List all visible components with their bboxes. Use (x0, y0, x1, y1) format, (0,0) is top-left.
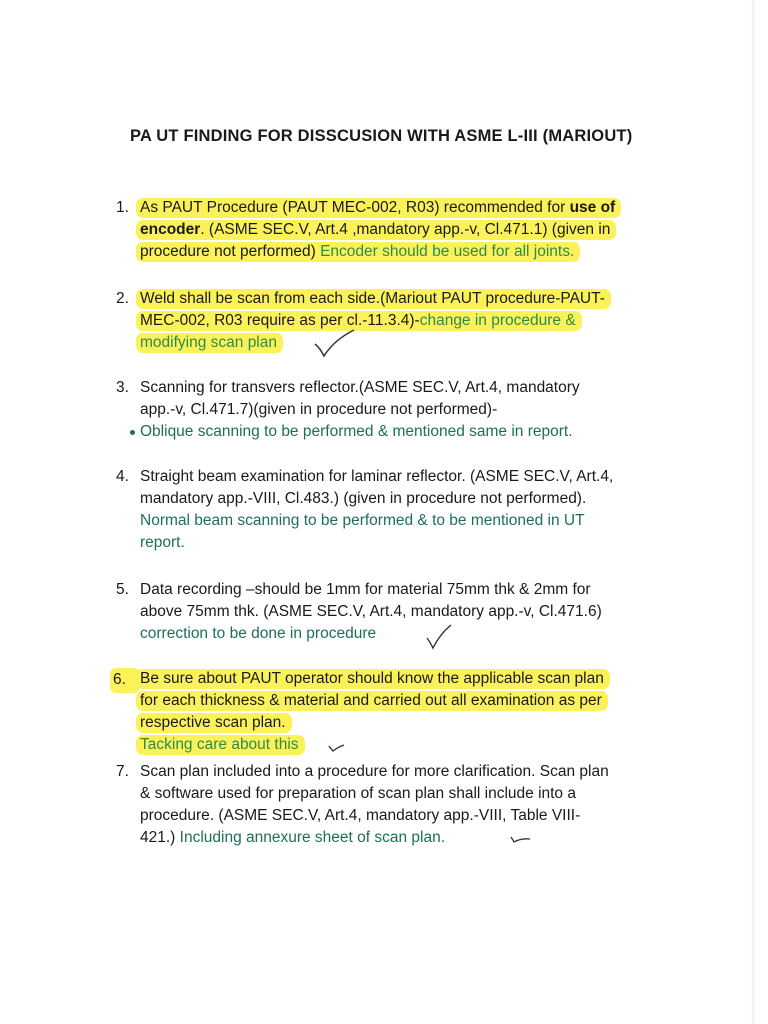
item-number: 2. (116, 290, 129, 307)
item-text: Weld shall be scan from each side.(Mariout PAUT procedure-PAUT- (136, 289, 611, 309)
handwritten-note: change in procedure & (419, 312, 576, 329)
handwritten-note: Normal beam scanning to be performed & to be mentioned in UT (140, 512, 585, 529)
item-text: above 75mm thk. (ASME SEC.V, Art.4, mandatory app.-v, Cl.471.6) (140, 603, 602, 620)
item-line (140, 197, 621, 220)
item-text: mandatory app.-VIII, Cl.483.) (given in procedure not performed). (140, 490, 587, 507)
item-number: 4. (116, 468, 129, 485)
handwritten-note: modifying scan plan (136, 333, 283, 353)
handwritten-note: Encoder should be used for all joints. (320, 243, 575, 260)
item-line (140, 310, 582, 333)
item-text: procedure not performed) (140, 243, 321, 260)
scan-edge-shadow (751, 0, 754, 1024)
handwritten-note: Tacking care about this (136, 735, 305, 755)
item-line (140, 668, 610, 691)
check-icon (312, 326, 358, 362)
item-number: 6. (110, 668, 140, 693)
item-text: Data recording –should be 1mm for material 75mm thk & 2mm for (140, 581, 591, 598)
item-line (140, 734, 305, 757)
item-text: for each thickness & material and carried out all examination as per (136, 691, 608, 711)
bullet-dot-icon (130, 430, 135, 435)
handwritten-note: Oblique scanning to be performed & mentioned same in report. (140, 423, 573, 440)
item-text: respective scan plan. (136, 713, 292, 733)
item-text-bold: use of (569, 199, 616, 216)
item-text: Be sure about PAUT operator should know the applicable scan plan (136, 669, 610, 689)
tick-icon (328, 740, 346, 754)
item-number: 5. (116, 581, 129, 598)
tick-icon (510, 832, 532, 846)
handwritten-note: Including annexure sheet of scan plan. (179, 829, 446, 846)
item-text: Scan plan included into a procedure for more clarification. Scan plan (140, 763, 609, 780)
item-line (140, 219, 616, 242)
item-number: 3. (116, 379, 129, 396)
item-line (140, 241, 580, 264)
item-line (140, 712, 292, 735)
item-text: 421.) (140, 829, 180, 846)
item-text: app.-v, Cl.471.7)(given in procedure not performed)- (140, 401, 498, 418)
handwritten-note: report. (140, 534, 185, 551)
item-text: Straight beam examination for laminar reflector. (ASME SEC.V, Art.4, (140, 468, 614, 485)
item-line (140, 332, 283, 355)
item-text: procedure. (ASME SEC.V, Art.4, mandatory app.-VIII, Table VIII- (140, 807, 581, 824)
item-text: . (ASME SEC.V, Art.4 ,mandatory app.-v, Cl.471.1) (given in (200, 221, 611, 238)
item-text-bold: encoder (140, 221, 201, 238)
check-icon (424, 622, 454, 652)
item-line (140, 690, 608, 713)
item-number: 7. (116, 763, 129, 780)
item-line (140, 827, 445, 850)
item-number: 1. (116, 199, 129, 216)
item-line (140, 288, 611, 311)
handwritten-note: correction to be done in procedure (140, 625, 377, 642)
item-text: & software used for preparation of scan plan shall include into a (140, 785, 576, 802)
item-text: MEC-002, R03 require as per cl.-11.3.4)- (140, 312, 420, 329)
document-title: PA UT FINDING FOR DISSCUSION WITH ASME L-III (MARIOUT) (130, 127, 633, 145)
item-text: Scanning for transvers reflector.(ASME SEC.V, Art.4, mandatory (140, 379, 580, 396)
item-text: As PAUT Procedure (PAUT MEC-002, R03) recommended for (140, 199, 570, 216)
